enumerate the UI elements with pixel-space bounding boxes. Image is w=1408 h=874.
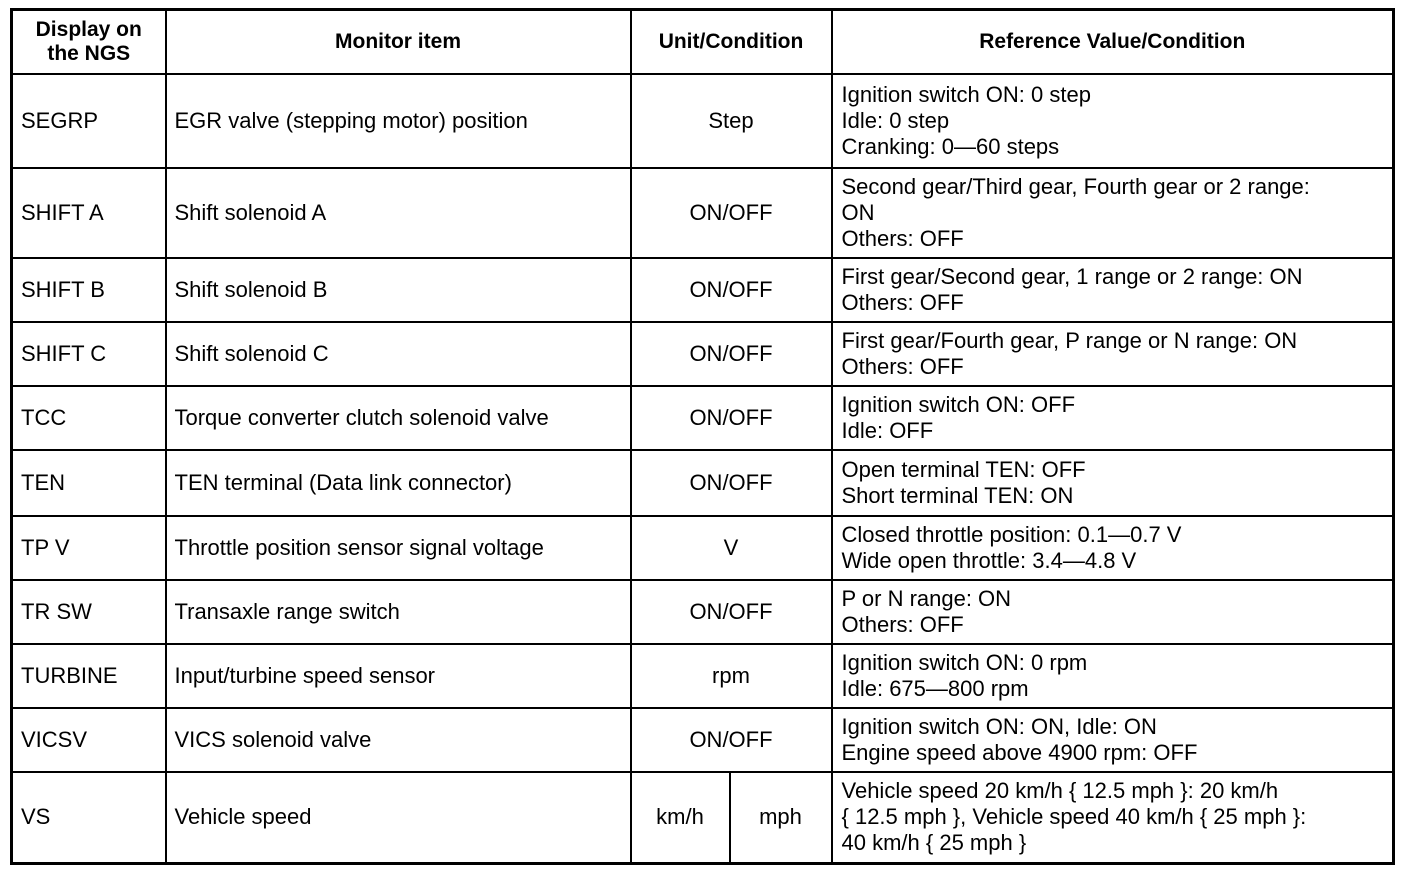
reference-table-page [10, 8, 1392, 864]
reference-line: Open terminal TEN: OFF [841, 456, 1086, 482]
cell-unit-metric: km/h [631, 772, 730, 864]
table-row [12, 644, 1394, 708]
header-display-line-1: Display on [35, 17, 142, 41]
cell-display: TEN [12, 450, 166, 516]
reference-line: Engine speed above 4900 rpm: OFF [841, 739, 1198, 765]
cell-unit: ON/OFF [631, 168, 832, 258]
table-row [12, 322, 1394, 386]
cell-unit: ON/OFF [631, 450, 832, 516]
reference-line: Closed throttle position: 0.1—0.7 V [841, 521, 1182, 547]
reference-line: Ignition switch ON: 0 rpm [841, 649, 1088, 675]
cell-monitor-item: EGR valve (stepping motor) position [166, 74, 631, 168]
table-row [12, 386, 1394, 450]
cell-display: TP V [12, 516, 166, 580]
table-row [12, 258, 1394, 322]
cell-reference-value [832, 772, 1394, 864]
table-row [12, 580, 1394, 644]
cell-unit: Step [631, 74, 832, 168]
cell-display: SHIFT A [12, 168, 166, 258]
reference-line: Ignition switch ON: ON, Idle: ON [841, 713, 1157, 739]
reference-line: Others: OFF [841, 611, 964, 637]
reference-line: 40 km/h { 25 mph } [841, 830, 1027, 856]
cell-monitor-item: Throttle position sensor signal voltage [166, 516, 631, 580]
cell-display: SHIFT B [12, 258, 166, 322]
cell-monitor-item: Input/turbine speed sensor [166, 644, 631, 708]
table-row [12, 516, 1394, 580]
reference-line: P or N range: ON [841, 585, 1012, 611]
cell-reference-value [832, 74, 1394, 168]
reference-line: Ignition switch ON: OFF [841, 391, 1076, 417]
cell-monitor-item: Transaxle range switch [166, 580, 631, 644]
cell-monitor-item: Shift solenoid B [166, 258, 631, 322]
cell-display: TCC [12, 386, 166, 450]
cell-monitor-item: Vehicle speed [166, 772, 631, 864]
cell-monitor-item: TEN terminal (Data link connector) [166, 450, 631, 516]
reference-line: Idle: 0 step [841, 107, 950, 133]
reference-line: Idle: 675—800 rpm [841, 675, 1029, 701]
reference-line: Vehicle speed 20 km/h { 12.5 mph }: 20 km/h [841, 778, 1279, 804]
reference-line: First gear/Fourth gear, P range or N range: ON [841, 327, 1298, 353]
monitor-reference-table [10, 8, 1395, 865]
table-row [12, 74, 1394, 168]
header-reference-value: Reference Value/Condition [832, 10, 1394, 74]
cell-reference-value [832, 644, 1394, 708]
cell-reference-value [832, 322, 1394, 386]
reference-line: Others: OFF [841, 225, 964, 251]
cell-reference-value [832, 516, 1394, 580]
cell-unit-imperial: mph [730, 772, 832, 864]
reference-line: First gear/Second gear, 1 range or 2 range: ON [841, 263, 1303, 289]
cell-unit: ON/OFF [631, 708, 832, 772]
reference-line: Others: OFF [841, 353, 964, 379]
cell-unit: ON/OFF [631, 258, 832, 322]
cell-reference-value [832, 708, 1394, 772]
reference-line: Second gear/Third gear, Fourth gear or 2 range: [841, 173, 1310, 199]
cell-reference-value [832, 168, 1394, 258]
table-row [12, 772, 1394, 864]
cell-reference-value [832, 386, 1394, 450]
cell-reference-value [832, 258, 1394, 322]
header-row [12, 10, 1394, 74]
reference-line: Others: OFF [841, 289, 964, 315]
cell-display: VS [12, 772, 166, 864]
table-row [12, 708, 1394, 772]
table-row [12, 168, 1394, 258]
header-unit-condition: Unit/Condition [631, 10, 832, 74]
cell-display: TURBINE [12, 644, 166, 708]
header-display [12, 10, 166, 74]
cell-unit: ON/OFF [631, 322, 832, 386]
cell-monitor-item: Torque converter clutch solenoid valve [166, 386, 631, 450]
cell-monitor-item: VICS solenoid valve [166, 708, 631, 772]
cell-display: SEGRP [12, 74, 166, 168]
reference-line: { 12.5 mph }, Vehicle speed 40 km/h { 25 mph }: [841, 804, 1307, 830]
reference-line: Ignition switch ON: 0 step [841, 81, 1091, 107]
table-body [12, 74, 1394, 864]
header-display-line-2: the NGS [47, 41, 131, 65]
reference-line: Idle: OFF [841, 417, 934, 443]
cell-unit: V [631, 516, 832, 580]
cell-unit: ON/OFF [631, 580, 832, 644]
reference-line: ON [841, 199, 875, 225]
reference-line: Short terminal TEN: ON [841, 482, 1074, 508]
cell-monitor-item: Shift solenoid C [166, 322, 631, 386]
cell-unit: rpm [631, 644, 832, 708]
cell-reference-value [832, 450, 1394, 516]
reference-line: Cranking: 0—60 steps [841, 133, 1060, 159]
header-monitor-item: Monitor item [166, 10, 631, 74]
cell-monitor-item: Shift solenoid A [166, 168, 631, 258]
cell-reference-value [832, 580, 1394, 644]
table-row [12, 450, 1394, 516]
cell-display: SHIFT C [12, 322, 166, 386]
cell-display: VICSV [12, 708, 166, 772]
reference-line: Wide open throttle: 3.4—4.8 V [841, 547, 1137, 573]
cell-unit: ON/OFF [631, 386, 832, 450]
cell-display: TR SW [12, 580, 166, 644]
